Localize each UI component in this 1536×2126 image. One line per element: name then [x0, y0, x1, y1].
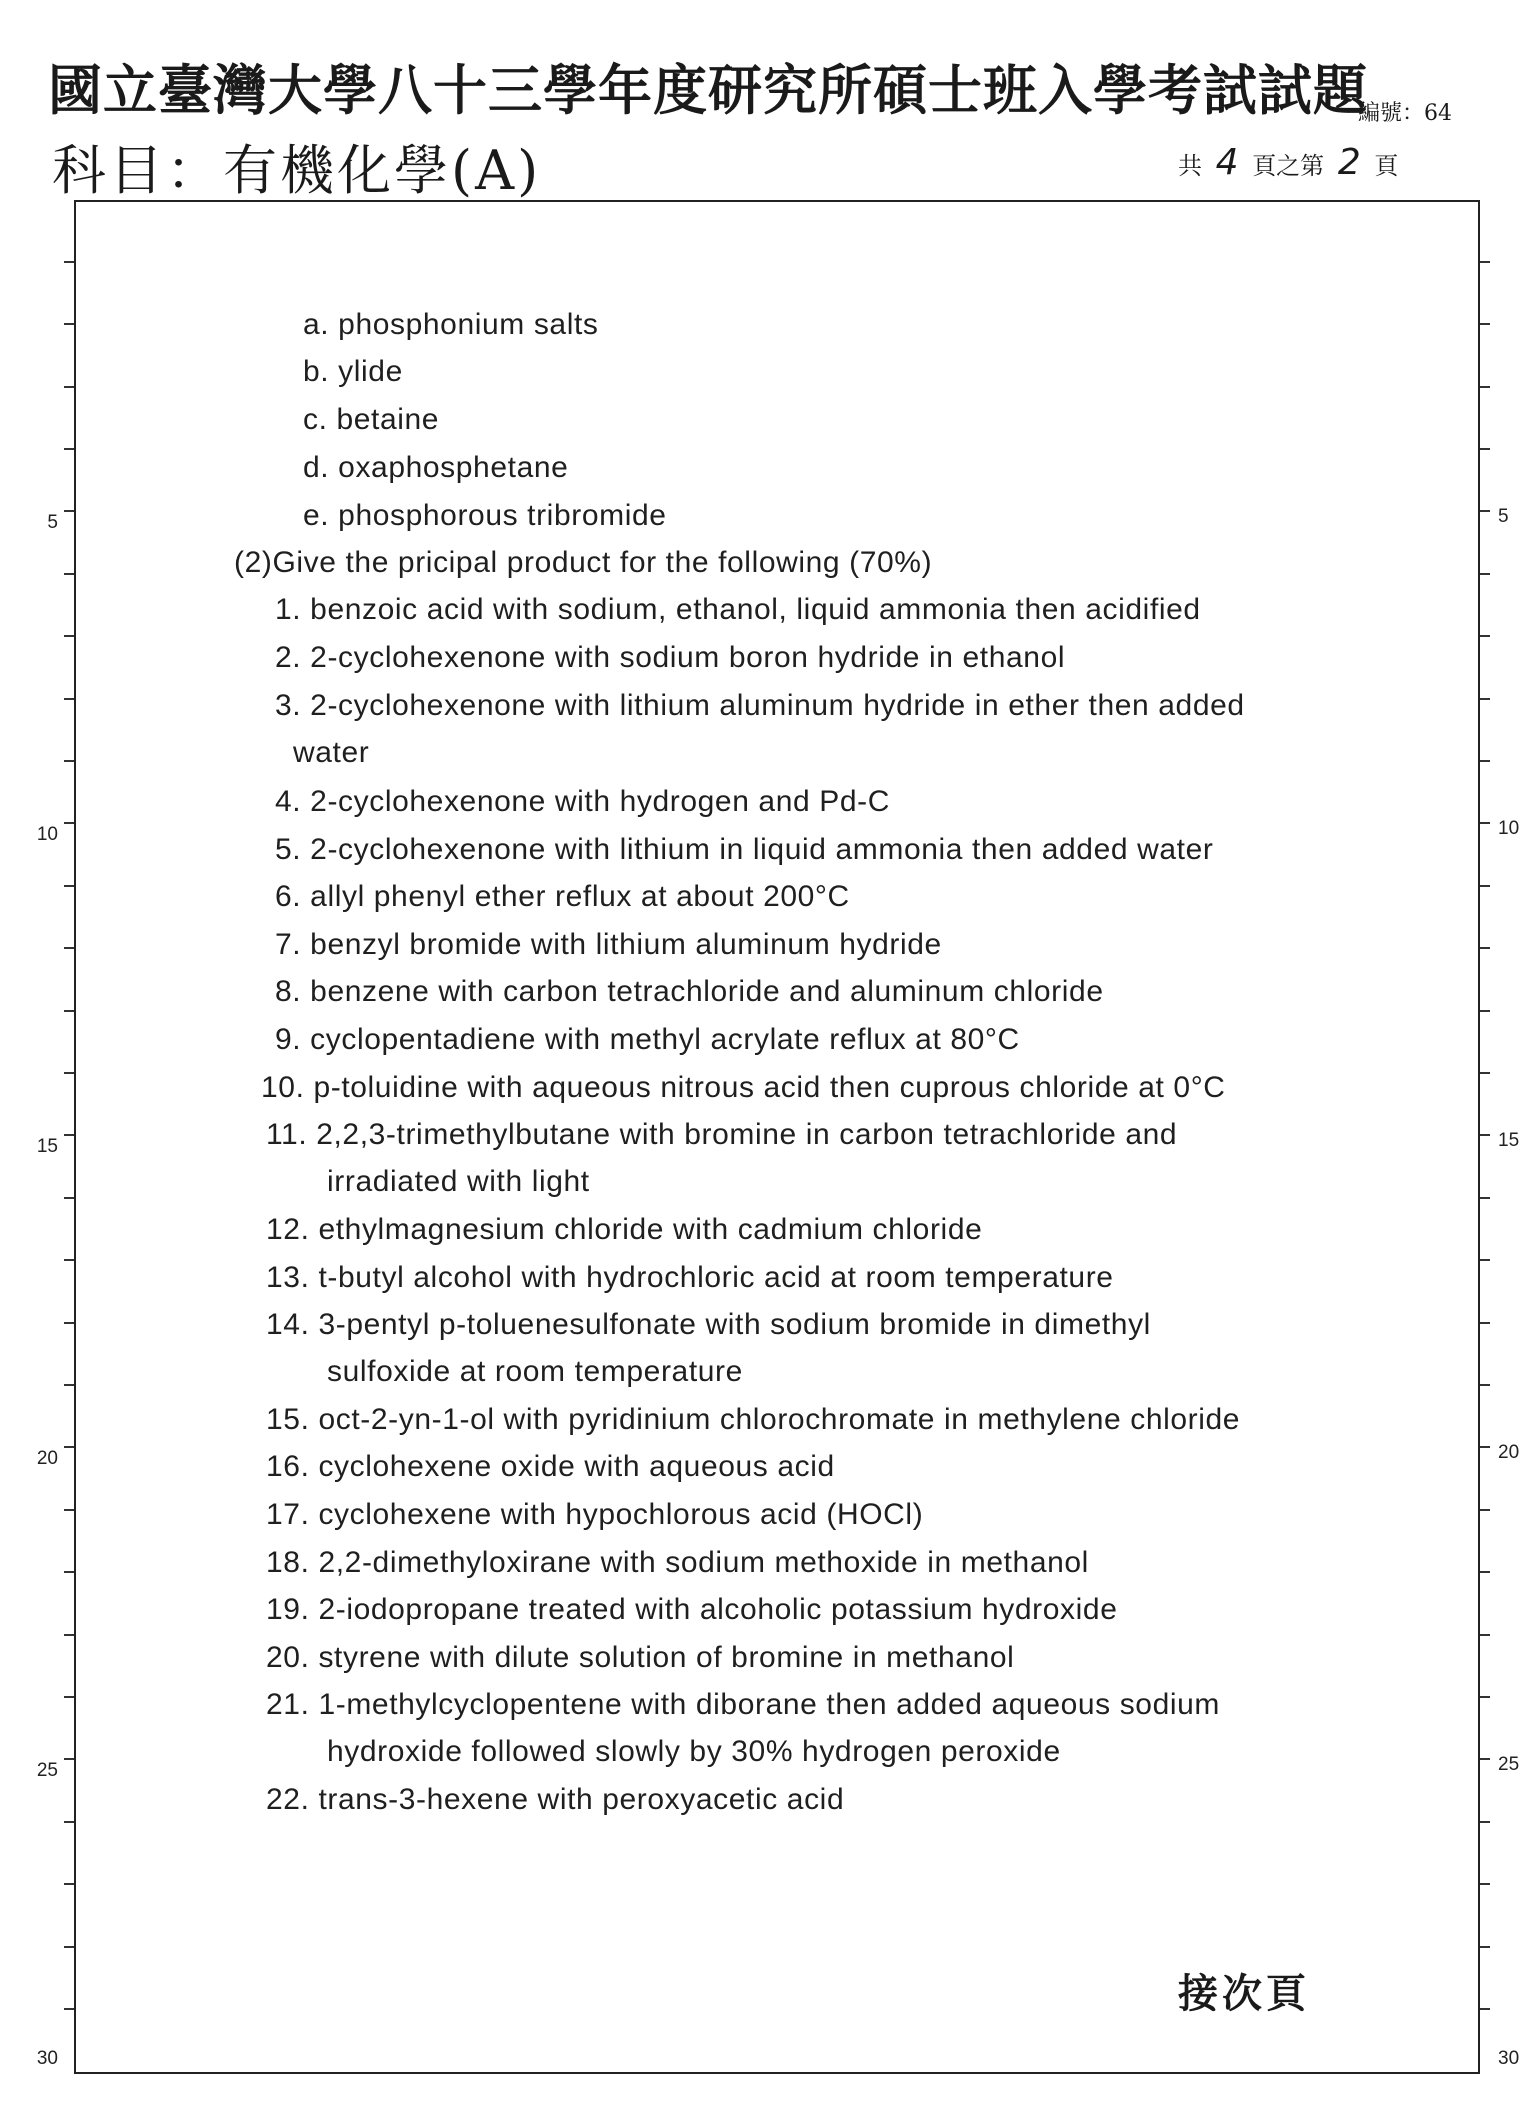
ruler-tick	[1480, 323, 1490, 325]
question-line: 19. 2-iodopropane treated with alcoholic potassium hydroxide	[266, 1593, 1118, 1626]
ruler-number: 5	[47, 512, 58, 533]
ruler-number: 15	[36, 1136, 58, 1157]
continued-next-page-note: 接次頁	[1178, 1970, 1310, 2017]
ruler-tick	[64, 1197, 74, 1199]
ruler-tick	[64, 323, 74, 325]
ruler-tick	[64, 1446, 74, 1448]
page-indicator	[1178, 142, 1398, 183]
ruler-tick	[1480, 1946, 1490, 1948]
question-line: 8. benzene with carbon tetrachloride and aluminum chloride	[275, 975, 1104, 1008]
ruler-tick	[1480, 448, 1490, 450]
ruler-tick	[1480, 635, 1490, 637]
ruler-tick	[64, 822, 74, 824]
ruler-tick	[64, 573, 74, 575]
right-line-ruler	[1480, 200, 1520, 2072]
ruler-tick	[1480, 1197, 1490, 1199]
option-line: c. betaine	[303, 403, 440, 436]
ruler-tick	[1480, 2008, 1490, 2010]
ruler-tick	[1480, 1134, 1490, 1136]
question-continuation: irradiated with light	[327, 1165, 590, 1198]
question-line: 9. cyclopentadiene with methyl acrylate reflux at 80°C	[275, 1023, 1020, 1056]
question-line: 17. cyclohexene with hypochlorous acid (HOCl)	[266, 1498, 924, 1531]
ruler-tick	[1480, 1509, 1490, 1511]
question-line: 16. cyclohexene oxide with aqueous acid	[266, 1450, 835, 1483]
ruler-tick	[64, 1821, 74, 1823]
question-continuation: sulfoxide at room temperature	[327, 1355, 743, 1388]
question-line: 18. 2,2-dimethyloxirane with sodium methoxide in methanol	[266, 1546, 1089, 1579]
page-middle: 頁之第	[1252, 152, 1325, 180]
ruler-tick	[64, 698, 74, 700]
question-line: 5. 2-cyclohexenone with lithium in liquid ammonia then added water	[275, 833, 1214, 866]
ruler-tick	[64, 947, 74, 949]
option-line: b. ylide	[303, 355, 403, 388]
ruler-tick	[64, 1883, 74, 1885]
ruler-tick	[64, 1322, 74, 1324]
ruler-tick	[64, 1509, 74, 1511]
ruler-tick	[1480, 1259, 1490, 1261]
ruler-tick	[64, 1010, 74, 1012]
ruler-tick	[64, 1758, 74, 1760]
question-line: 11. 2,2,3-trimethylbutane with bromine in carbon tetrachloride and	[266, 1118, 1178, 1151]
ruler-number: 20	[36, 1448, 58, 1469]
question-line: 10. p-toluidine with aqueous nitrous acid then cuprous chloride at 0°C	[261, 1071, 1226, 1104]
ruler-number: 30	[36, 2048, 58, 2069]
ruler-tick	[64, 1696, 74, 1698]
ruler-tick	[1480, 1072, 1490, 1074]
ruler-tick	[1480, 947, 1490, 949]
ruler-tick	[64, 2008, 74, 2010]
ruler-number: 10	[1498, 818, 1520, 839]
ruler-tick	[1480, 573, 1490, 575]
page-prefix: 共	[1178, 152, 1202, 180]
ruler-tick	[1480, 760, 1490, 762]
ruler-tick	[64, 1072, 74, 1074]
ruler-number: 15	[1498, 1130, 1520, 1151]
question-line: 14. 3-pentyl p-toluenesulfonate with sodium bromide in dimethyl	[266, 1308, 1151, 1341]
ruler-number: 20	[1498, 1442, 1520, 1463]
ruler-tick	[64, 635, 74, 637]
ruler-tick	[1480, 1634, 1490, 1636]
page-suffix: 頁	[1374, 152, 1399, 180]
question-line: 6. allyl phenyl ether reflux at about 200°C	[275, 880, 850, 913]
question-line: 22. trans-3-hexene with peroxyacetic acid	[266, 1783, 845, 1816]
ruler-tick	[64, 510, 74, 512]
question-line: 2. 2-cyclohexenone with sodium boron hydride in ethanol	[275, 641, 1066, 674]
section-heading: (2)Give the pricipal product for the following (70%)	[234, 546, 933, 579]
ruler-tick	[64, 1259, 74, 1261]
ruler-number: 30	[1498, 2048, 1520, 2069]
ruler-tick	[1480, 885, 1490, 887]
question-continuation: water	[293, 736, 370, 769]
question-line: 1. benzoic acid with sodium, ethanol, liquid ammonia then acidified	[275, 593, 1201, 626]
exam-title: 國立臺灣大學八十三學年度研究所碩士班入學考試試題	[48, 58, 1368, 122]
question-continuation: hydroxide followed slowly by 30% hydrogen peroxide	[327, 1735, 1061, 1768]
question-line: 3. 2-cyclohexenone with lithium aluminum hydride in ether then added	[275, 689, 1245, 722]
ruler-tick	[64, 386, 74, 388]
ruler-tick	[64, 885, 74, 887]
ruler-tick	[1480, 510, 1490, 512]
ruler-number: 25	[1498, 1754, 1520, 1775]
exam-subject: 科目：有機化學(A)	[52, 139, 542, 202]
question-line: 7. benzyl bromide with lithium aluminum hydride	[275, 928, 942, 961]
question-line: 15. oct-2-yn-1-ol with pyridinium chlorochromate in methylene chloride	[266, 1403, 1241, 1436]
ruler-tick	[1480, 1696, 1490, 1698]
ruler-tick	[1480, 1384, 1490, 1386]
ruler-tick	[1480, 822, 1490, 824]
ruler-tick	[64, 1571, 74, 1573]
ruler-tick	[64, 1134, 74, 1136]
ruler-tick	[1480, 698, 1490, 700]
ruler-tick	[64, 448, 74, 450]
page-total: 4	[1215, 142, 1239, 183]
ruler-tick	[64, 261, 74, 263]
ruler-number: 25	[36, 1760, 58, 1781]
left-line-ruler	[34, 200, 74, 2072]
option-line: a. phosphonium salts	[303, 308, 599, 341]
question-line: 4. 2-cyclohexenone with hydrogen and Pd-C	[275, 785, 890, 818]
ruler-tick	[1480, 261, 1490, 263]
exam-code: 編號：64	[1358, 101, 1452, 126]
ruler-tick	[1480, 1758, 1490, 1760]
ruler-tick	[1480, 1571, 1490, 1573]
question-line: 20. styrene with dilute solution of bromine in methanol	[266, 1641, 1015, 1674]
ruler-tick	[1480, 1821, 1490, 1823]
question-line: 12. ethylmagnesium chloride with cadmium chloride	[266, 1213, 983, 1246]
ruler-tick	[64, 760, 74, 762]
question-line: 13. t-butyl alcohol with hydrochloric acid at room temperature	[266, 1261, 1114, 1294]
ruler-number: 5	[1498, 506, 1509, 527]
question-line: 21. 1-methylcyclopentene with diborane then added aqueous sodium	[266, 1688, 1221, 1721]
page-current: 2	[1337, 142, 1361, 183]
ruler-tick	[64, 1634, 74, 1636]
ruler-tick	[1480, 1446, 1490, 1448]
ruler-tick	[64, 1946, 74, 1948]
ruler-number: 10	[36, 824, 58, 845]
ruler-tick	[1480, 1883, 1490, 1885]
ruler-tick	[1480, 1010, 1490, 1012]
ruler-tick	[1480, 1322, 1490, 1324]
option-line: e. phosphorous tribromide	[303, 499, 667, 532]
option-line: d. oxaphosphetane	[303, 451, 569, 484]
ruler-tick	[1480, 386, 1490, 388]
ruler-tick	[64, 1384, 74, 1386]
